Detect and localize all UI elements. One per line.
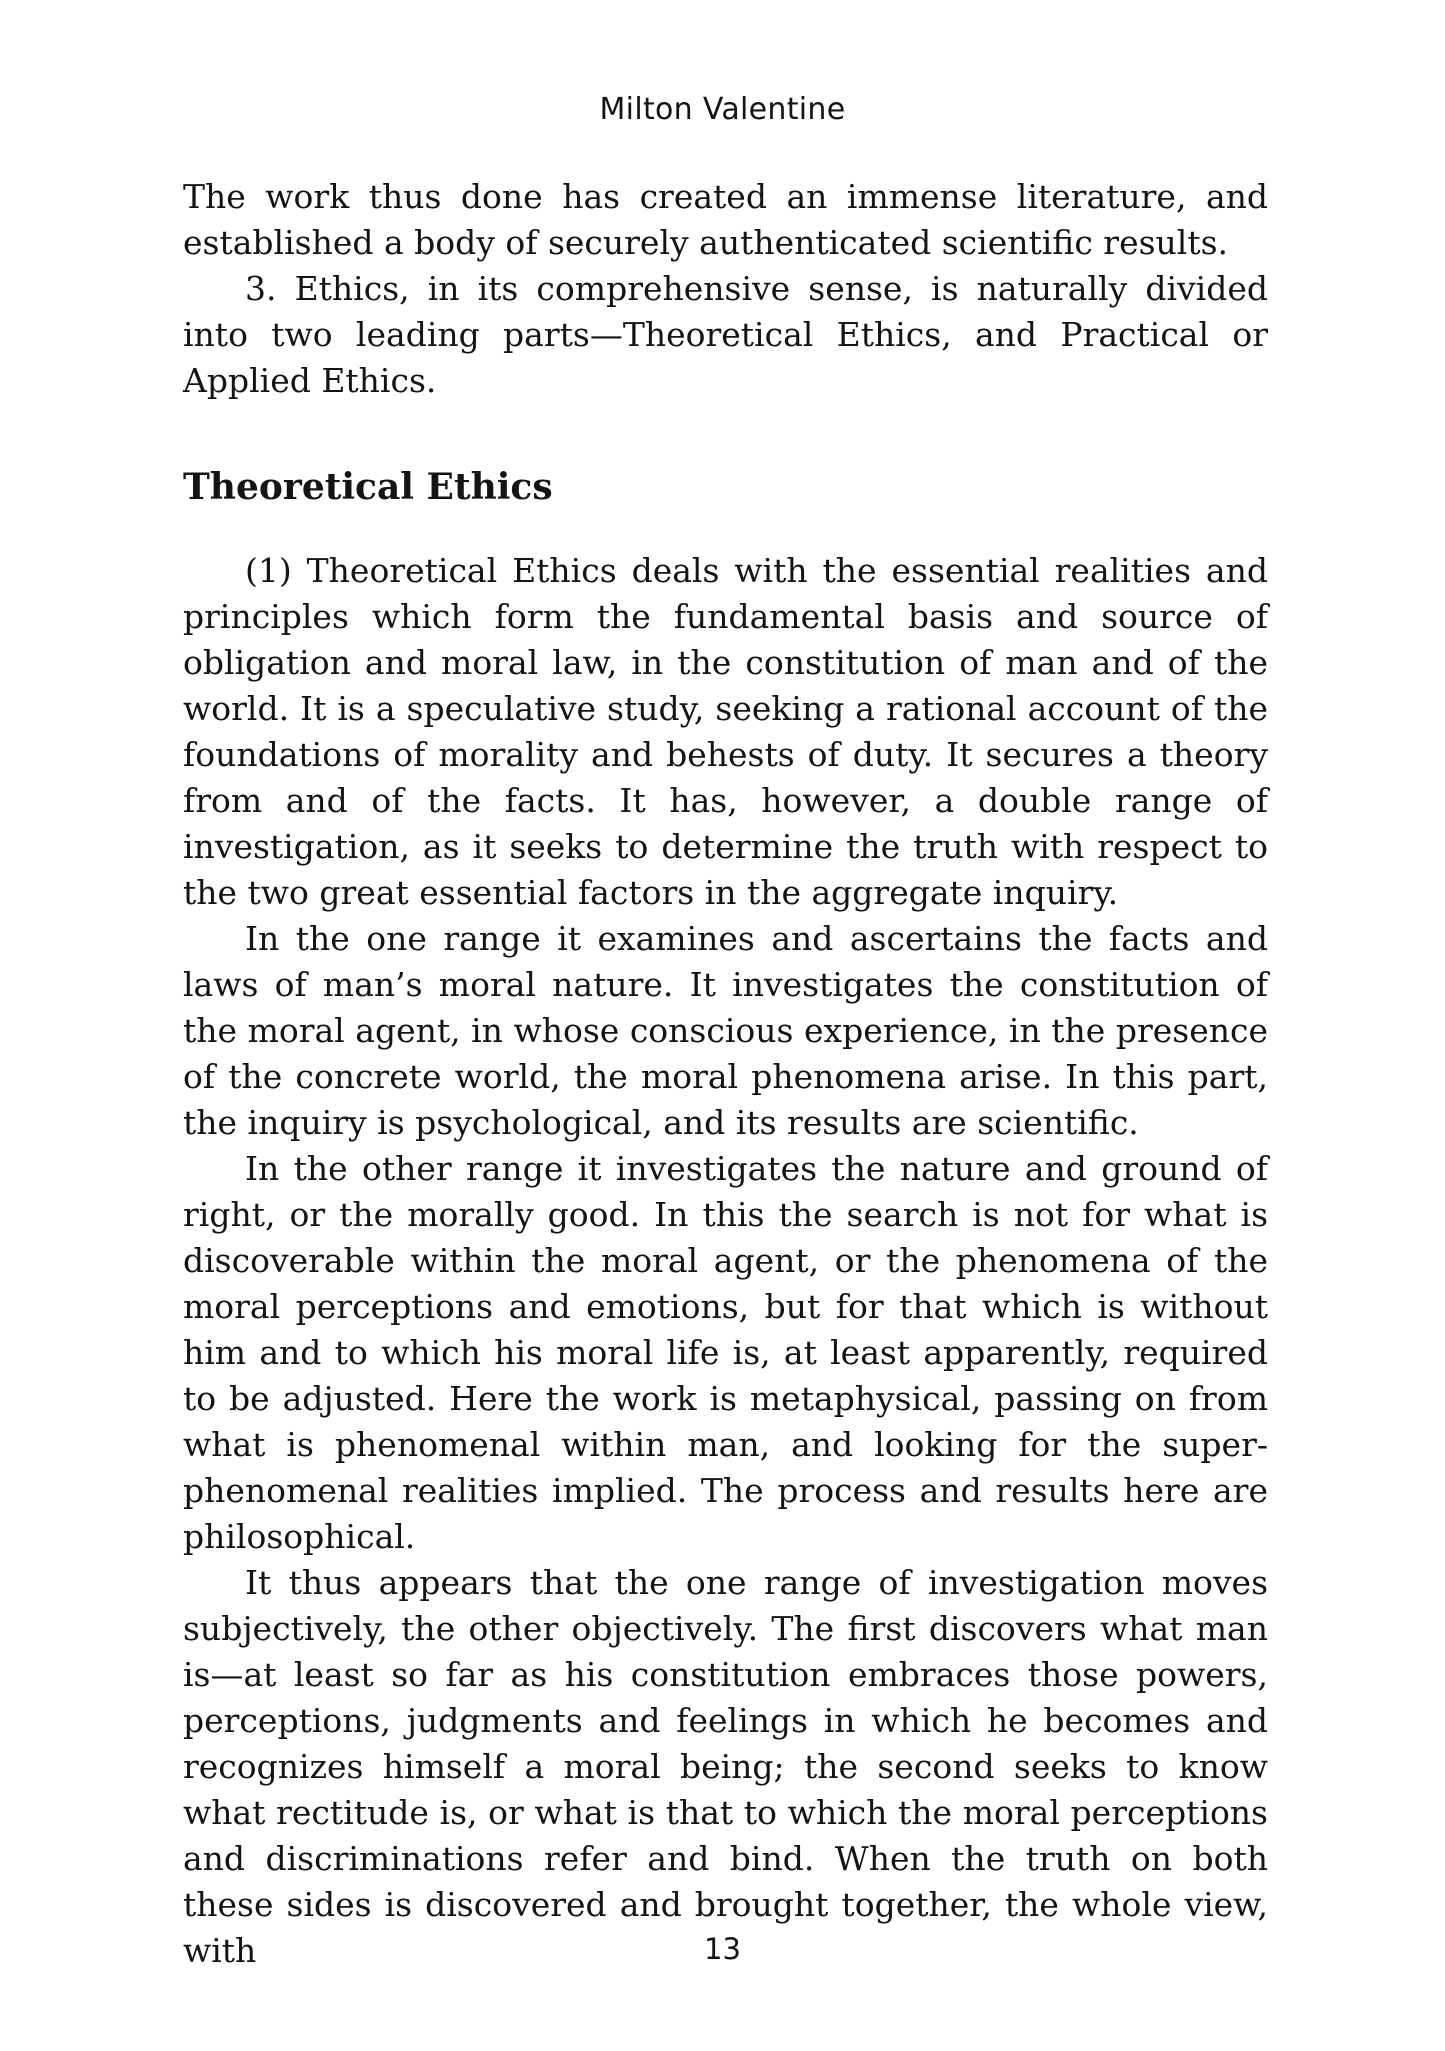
page-number: 13 <box>704 1932 741 1966</box>
paragraph: 3. Ethics, in its comprehensive sense, is naturally divided into two leading parts—Theoretical Ethics, and Practical or Applied Ethics. <box>183 269 1268 400</box>
paragraph: It thus appears that the one range of investigation moves subjectively, the other objectively. The first discovers what man is—at least so far as his constitution embraces those powers, perceptions, judgments and feelings in which he becomes and recognizes himself a moral being; the second seeks to know what rectitude is, or what is that to which the moral perceptions and discriminations refer and bind. When the truth on both these sides is discovered and brought together, the whole view, with <box>183 1563 1268 1970</box>
running-head: Milton Valentine <box>599 92 846 127</box>
opening-text <box>183 174 1268 404</box>
paragraph: (1) Theoretical Ethics deals with the essential realities and principles which form the fundamental basis and source of obligation and moral law, in the constitution of man and of the world. It is a speculative study, seeking a rational account of the foundations of morality and behests of duty. It secures a theory from and of the facts. It has, however, a double range of investigation, as it seeks to determine the truth with respect to the two great essential factors in the aggregate inquiry. <box>183 551 1268 912</box>
paragraph: In the other range it investigates the nature and ground of right, or the morally good. In this the search is not for what is discoverable within the moral agent, or the phenomena of the moral perceptions and emotions, but for that which is without him and to which his moral life is, at least apparently, required to be adjusted. Here the work is metaphysical, passing on from what is phenomenal within man, and looking for the super-phenomenal realities implied. The process and results here are philosophical. <box>183 1149 1268 1556</box>
paragraph: The work thus done has created an immense literature, and established a body of securely authenticated scientific results. <box>183 177 1268 262</box>
section-heading: Theoretical Ethics <box>183 466 553 508</box>
section-body <box>183 548 1268 1974</box>
paragraph: In the one range it examines and ascertains the facts and laws of man’s moral nature. It investigates the constitution of the moral agent, in whose conscious experience, in the presence of the concrete world, the moral phenomena arise. In this part, the inquiry is psychological, and its results are scientific. <box>183 919 1268 1142</box>
